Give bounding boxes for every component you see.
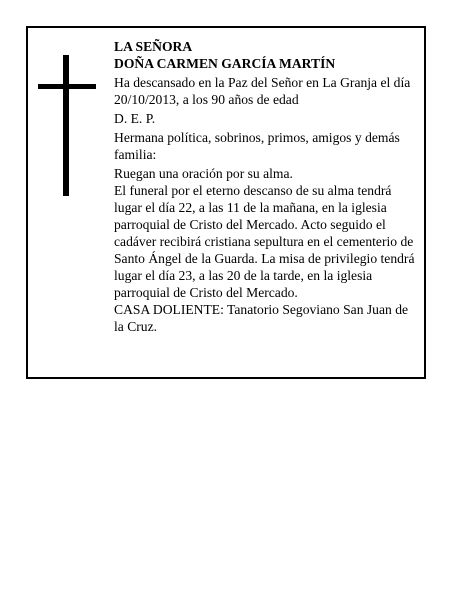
cross-icon-crossbar <box>38 84 96 89</box>
cross-icon <box>63 55 69 196</box>
funeral-details: El funeral por el eterno descanso de su alma tendrá lugar el día 22, a las 11 de la mañana, en la iglesia parroquial de Cristo del Mercado. Acto seguido el cadáver recibirá cristiana sepultura en el cementerio de Santo Ángel de la Guarda. La misa de privilegio tendrá lugar el día 23, a las 20 de la tarde, en la iglesia parroquial de Cristo del Mercado. <box>114 183 415 300</box>
death-announcement: Ha descansado en la Paz del Señor en La Granja el día 20/10/2013, a los 90 años de edad <box>114 75 411 107</box>
family-line: Hermana política, sobrinos, primos, amigos y demás familia: <box>114 130 400 162</box>
heading-title: LA SEÑORA <box>114 39 193 54</box>
mourning-house: CASA DOLIENTE: Tanatorio Segoviano San Juan de la Cruz. <box>114 302 409 334</box>
prayer-request: Ruegan una oración por su alma. <box>114 166 293 181</box>
deceased-name: DOÑA CARMEN GARCÍA MARTÍN <box>114 56 336 71</box>
rip-text: D. E. P. <box>114 111 156 126</box>
obituary-text <box>114 38 420 335</box>
